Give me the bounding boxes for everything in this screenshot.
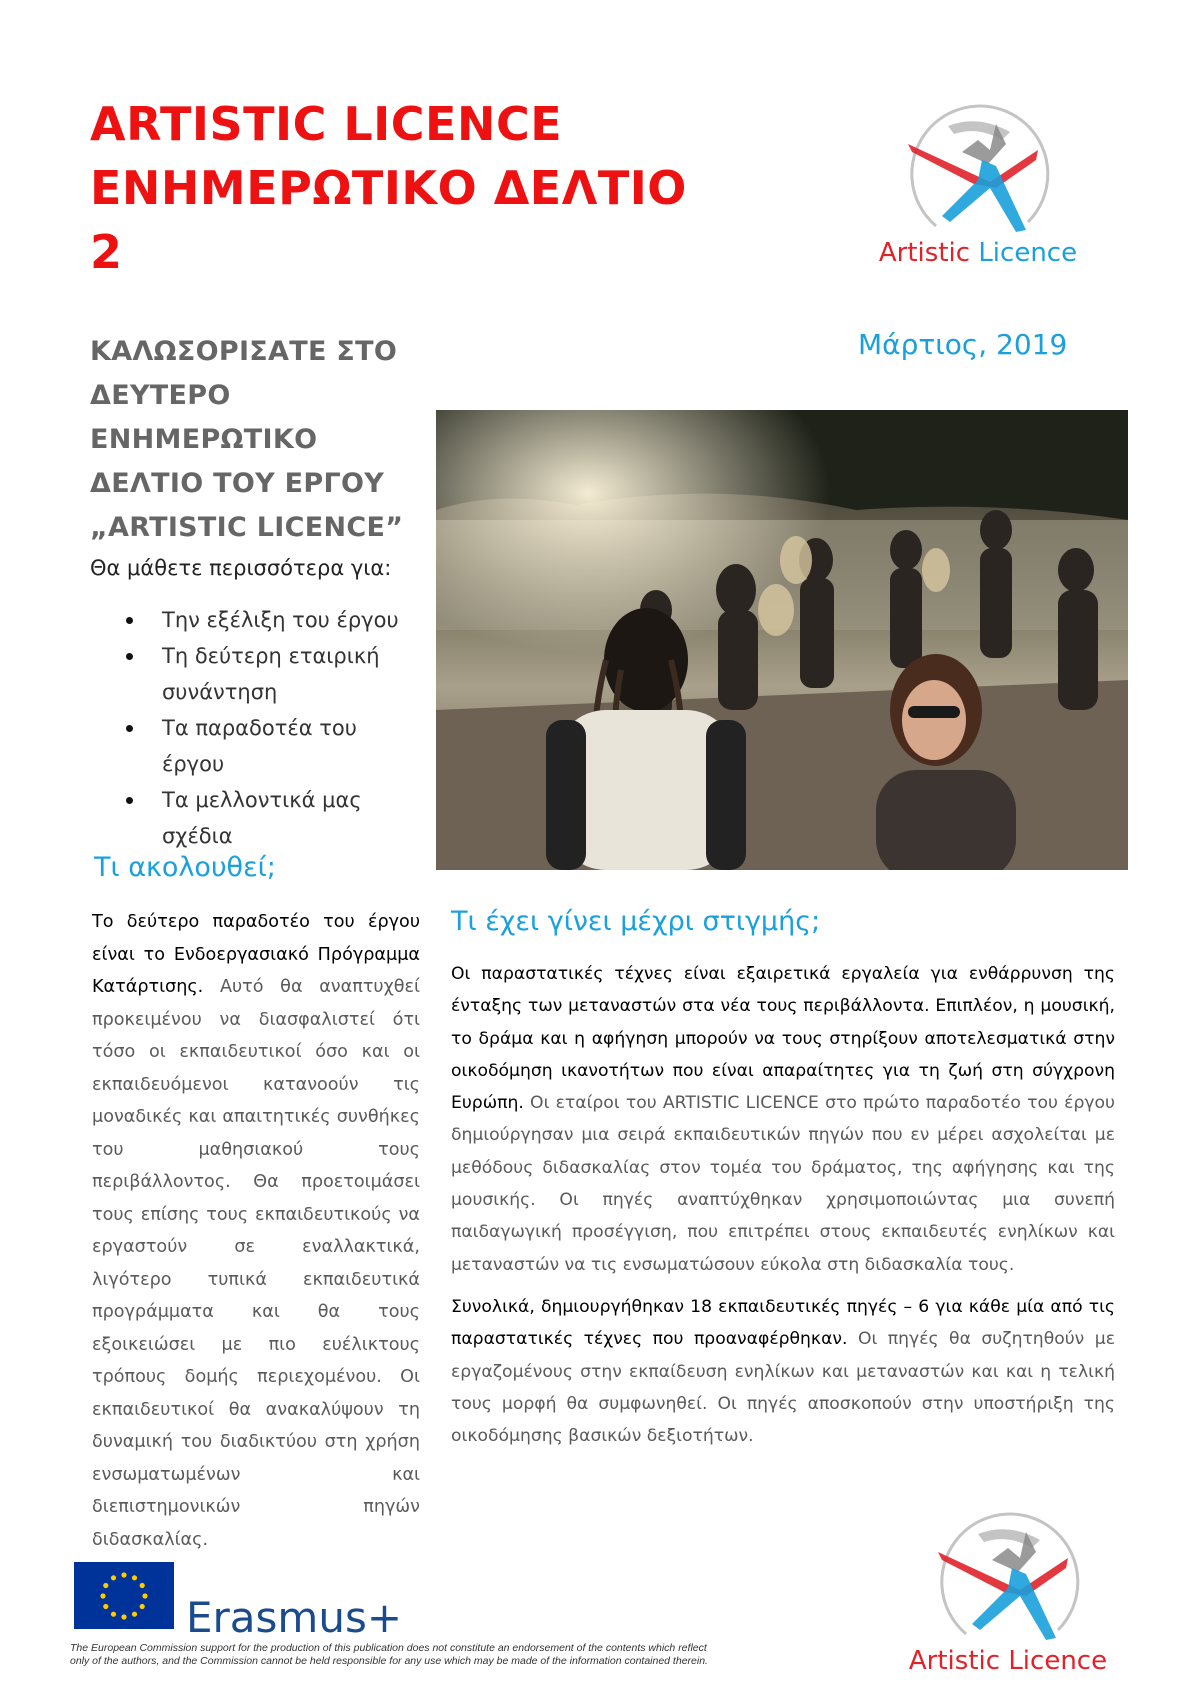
topic-label: Τα μελλοντικά μας σχέδια [162,788,362,848]
welcome-line: ΔΕΥΤΕΡΟ [90,380,231,411]
logo-wordmark [908,1646,1108,1676]
bullet-icon [126,725,133,732]
title-line: 2 [90,225,123,279]
list-item [120,638,420,710]
so-far-paragraph-2 [451,1291,1115,1452]
welcome-heading [90,330,430,550]
list-item [120,602,420,638]
topics-list [120,602,420,854]
eu-disclaimer [70,1642,830,1668]
title-line: ARTISTIC LICENCE [90,97,563,151]
logo-word-artistic: Artistic [908,1646,1001,1676]
so-far-lead-text: Συνολικά, δημιουργήθηκαν 18 εκπαιδευτικές πηγές – 6 για κάθε μία από τις παραστατικές τέχνες που προαναφέρθηκαν. [451,1296,1115,1350]
artistic-licence-footer-logo [908,1512,1108,1676]
so-far-paragraph-1 [451,958,1115,1281]
section-heading-so-far: Τι έχει γίνει μέχρι στιγμής; [451,906,821,937]
welcome-line: ΚΑΛΩΣΟΡΙΣΑΤΕ ΣΤΟ [90,336,398,367]
erasmus-plus-logo: Erasmus+ [186,1593,403,1642]
topic-label: Τη δεύτερη εταιρική συνάντηση [162,644,380,704]
hero-photo [436,410,1128,870]
next-paragraph [92,906,420,1556]
so-far-body-text: Οι εταίροι του ARTISTIC LICENCE στο πρώτο παραδοτέο του έργου δημιούργησαν μια σειρά εκπαιδευτικών πηγών που εν μέρει ασχολείται με μεθόδους διδασκαλίας στον τομέα του δράματος, της αφήγησης και της μουσικής. Οι πηγές αναπτύχθηκαν χρησιμοποιώντας μια συνεπή παιδαγωγική προσέγγιση, που επιτρέπει στους εκπαιδευτές ενηλίκων και μεταναστών να τις ενσωματώσουν εύκολα στη διδασκαλία τους. [451,1093,1115,1275]
next-lead-text: Το δεύτερο παραδοτέο του έργου είναι το Ενδοεργασιακό Πρόγραμμα Κατάρτισης. [92,912,420,997]
list-item [120,782,420,854]
topic-label: Την εξέλιξη του έργου [162,608,399,632]
bullet-icon [126,653,133,660]
title-line: ΕΝΗΜΕΡΩΤΙΚΟ ΔΕΛΤΙΟ [90,161,687,215]
logo-mark-icon [908,1512,1108,1652]
so-far-body-text: Οι πηγές θα συζητηθούν με εργαζομένους στην εκπαίδευση ενηλίκων και μεταναστών και και η τελική τους μορφή θα συμφωνηθεί. Οι πηγές αποσκοπούν στην υποστήριξη της οικοδόμησης βασικών δεξιοτήτων. [451,1329,1115,1447]
topic-label: Τα παραδοτέα του έργου [162,716,357,776]
intro-text: Θα μάθετε περισσότερα για: [90,556,392,580]
disclaimer-line: only of the authors, and the Commission cannot be held responsible for any use which may be made of the information contained therein. [70,1655,708,1667]
newsletter-title [90,92,790,284]
logo-wordmark [878,238,1078,268]
so-far-body [451,958,1115,1462]
welcome-line: „ARTISTIC LICENCE” [90,512,404,543]
artistic-licence-logo [878,104,1078,268]
section-heading-next: Τι ακολουθεί; [94,852,276,883]
list-item [120,710,420,782]
welcome-line: ΕΝΗΜΕΡΩΤΙΚΟ [90,424,318,455]
logo-word-artistic: Artistic [878,238,971,268]
issue-date: Μάρτιος, 2019 [858,328,1068,361]
next-body-text: Αυτό θα αναπτυχθεί προκειμένου να διασφαλιστεί ότι τόσο οι εκπαιδευτικοί όσο και οι εκπαιδευόμενοι κατανοούν τις μοναδικές και απαιτητικές συνθήκες του μαθησιακού τους περιβάλλοντος. Θα προετοιμάσει τους επίσης τους εκπαιδευτικούς να εργαστούν σε εναλλακτικά, λιγότερο τυπικά εκπαιδευτικά προγράμματα και θα τους εξοικειώσει με πιο ευέλικτους τρόπους δομής περιεχομένου. Οι εκπαιδευτικοί θα ανακαλύψουν τη δυναμική του διαδικτύου στη χρήση ενσωματωμένων και διεπιστημονικών πηγών διδασκαλίας. [92,977,420,1550]
logo-mark-icon [878,104,1078,244]
logo-word-licence: Licence [1008,1646,1108,1676]
logo-word-licence: Licence [978,238,1078,268]
bullet-icon [126,617,133,624]
so-far-lead-text: Οι παραστατικές τέχνες είναι εξαιρετικά εργαλεία για ενθάρρυνση της ένταξης των μεταναστών στα νέα τους περιβάλλοντα. Επιπλέον, η μουσική, το δράμα και η αφήγηση μπορούν να τους στηρίξουν αποτελεσματικά στην οικοδόμηση ικανοτήτων που είναι απαραίτητες για τη ζωή στη σύγχρονη Ευρώπη. [451,964,1115,1114]
people-dancing-photo-icon [436,410,1128,870]
eu-flag-icon [74,1562,174,1629]
bullet-icon [126,797,133,804]
disclaimer-line: The European Commission support for the production of this publication does not constitute an endorsement of the contents which reflect [70,1642,707,1654]
welcome-line: ΔΕΛΤΙΟ ΤΟΥ ΕΡΓΟΥ [90,468,385,499]
